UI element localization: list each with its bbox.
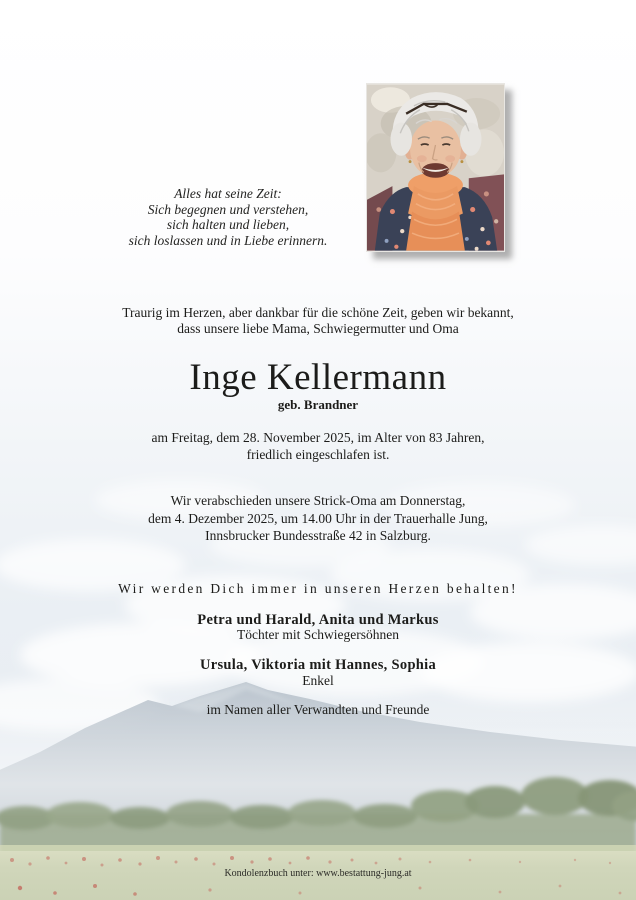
deceased-name: Inge Kellermann bbox=[189, 357, 447, 398]
farewell-line: Innsbrucker Bundesstraße 42 in Salzburg. bbox=[205, 528, 431, 544]
closing-line: im Namen aller Verwandten und Freunde bbox=[206, 702, 430, 717]
mourner-relation: Enkel bbox=[302, 673, 334, 688]
mourner-names: Ursula, Viktoria mit Hannes, Sophia bbox=[199, 657, 437, 673]
remembrance-line: Wir werden Dich immer in unseren Herzen behalten! bbox=[118, 581, 518, 596]
death-line: friedlich eingeschlafen ist. bbox=[246, 447, 390, 463]
verse-line: sich halten und lieben, bbox=[166, 217, 290, 233]
mourner-names: Petra und Harald, Anita und Markus bbox=[197, 612, 439, 628]
farewell-line: dem 4. Dezember 2025, um 14.00 Uhr in der Trauerhalle Jung, bbox=[148, 510, 488, 526]
announcement-intro bbox=[0, 305, 636, 336]
intro-line: dass unsere liebe Mama, Schwiegermutter und Oma bbox=[177, 320, 459, 336]
memorial-verse bbox=[60, 186, 396, 248]
verse-line: Alles hat seine Zeit: bbox=[174, 186, 282, 201]
intro-line: Traurig im Herzen, aber dankbar für die schöne Zeit, geben wir bekannt, bbox=[122, 305, 514, 320]
death-notice bbox=[0, 429, 636, 463]
maiden-name: geb. Brandner bbox=[277, 397, 359, 412]
death-line: am Freitag, dem 28. November 2025, im Alter von 83 Jahren, bbox=[151, 430, 485, 445]
verse-line: Sich begegnen und verstehen, bbox=[147, 201, 309, 217]
mourner-relation: Töchter mit Schwiegersöhnen bbox=[237, 627, 399, 642]
farewell-notice bbox=[0, 492, 636, 545]
farewell-line: Wir verabschieden unsere Strick-Oma am Donnerstag, bbox=[170, 493, 466, 508]
verse-line: sich loslassen und in Liebe erinnern. bbox=[128, 232, 328, 248]
condolence-book-note: Kondolenzbuch unter: www.bestattung-jung.at bbox=[224, 868, 412, 879]
